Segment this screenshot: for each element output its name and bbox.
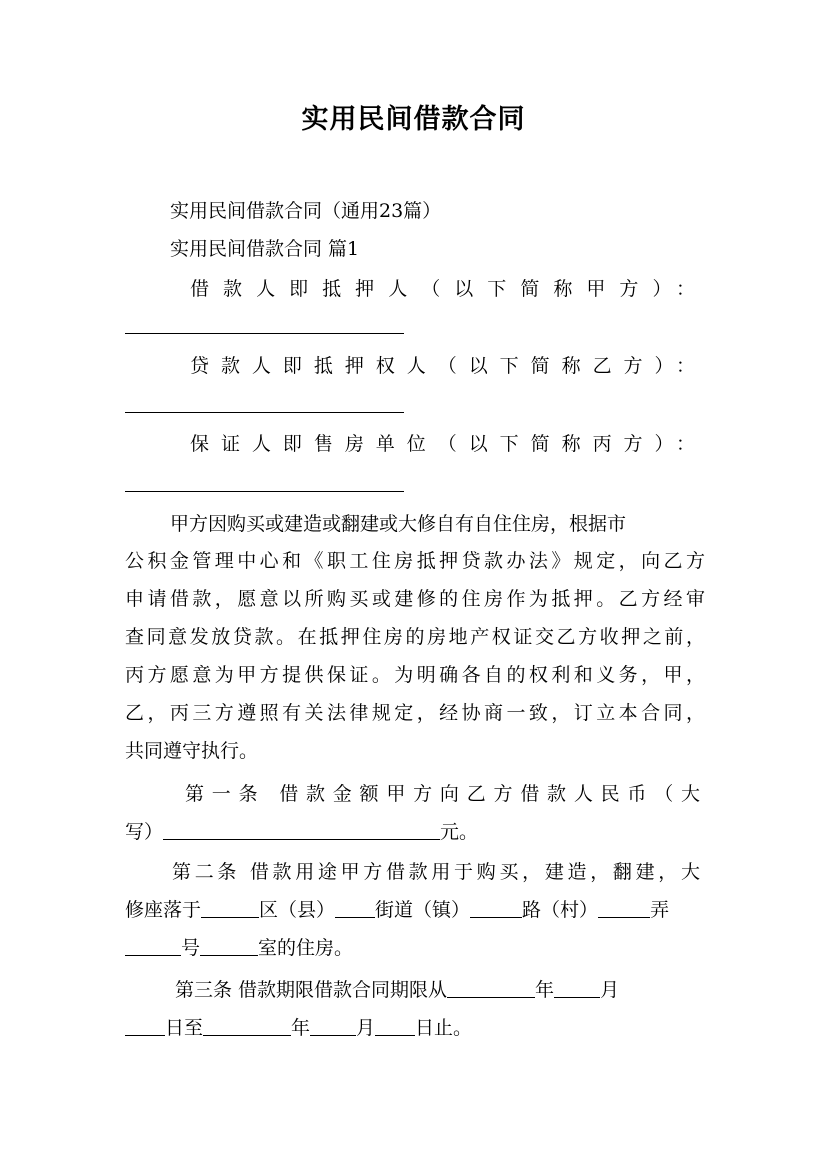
party-c-blank — [125, 491, 404, 492]
article1-write-label: 写） — [125, 821, 164, 843]
end-day-label: 日止。 — [415, 1017, 473, 1039]
article1-line1: 第一条 借款金额甲方向乙方借款人民币（大 — [185, 783, 700, 805]
intro-line-5: 丙方愿意为甲方提供保证。为明确各自的权利和义务，甲， — [125, 664, 705, 686]
intro-line-6: 乙，丙三方遵照有关法律规定，经协商一致，订立本合同， — [125, 702, 705, 724]
start-month-label: 月 — [600, 979, 620, 1001]
district-blank — [201, 899, 259, 918]
start-day-blank — [125, 1017, 165, 1036]
end-year-label: 年 — [291, 1017, 311, 1039]
end-year-blank — [203, 1017, 291, 1036]
amount-blank — [163, 821, 440, 840]
article1-yuan: 元。 — [440, 821, 479, 843]
start-month-blank — [554, 979, 600, 998]
street-blank — [335, 899, 375, 918]
road-blank — [470, 899, 522, 918]
article2-line2 — [125, 897, 705, 923]
intro-line-1: 甲方因购买或建造或翻建或大修自有自住住房，根据市 — [170, 513, 627, 535]
street-label: 街道（镇） — [375, 899, 471, 921]
road-label: 路（村） — [522, 899, 599, 921]
subtitle-general: 实用民间借款合同（通用23篇） — [170, 200, 442, 222]
number-blank — [125, 937, 181, 956]
end-day-blank — [375, 1017, 415, 1036]
start-year-label: 年 — [535, 979, 555, 1001]
district-label: 区（县） — [259, 899, 336, 921]
article2-line1: 第二条 借款用途甲方借款用于购买，建造，翻建，大 — [172, 861, 700, 883]
number-label: 号 — [181, 937, 201, 959]
subtitle-part1: 实用民间借款合同 篇1 — [170, 238, 360, 260]
room-blank — [200, 937, 258, 956]
party-b-blank — [125, 412, 404, 413]
article1-line2 — [125, 819, 705, 845]
article3-term-label: 第三条 借款期限借款合同期限从 — [175, 979, 448, 1001]
intro-line-7: 共同遵守执行。 — [125, 740, 259, 762]
party-a-blank — [125, 333, 404, 334]
party-c-label: 保证人即售房单位（以下简称丙方）： — [190, 433, 695, 455]
party-b-label: 贷款人即抵押权人（以下简称乙方）： — [190, 355, 695, 377]
article3-line2 — [125, 1015, 705, 1041]
lane-label: 弄 — [650, 899, 670, 921]
end-month-label: 月 — [356, 1017, 376, 1039]
start-day-label: 日至 — [165, 1017, 204, 1039]
start-year-blank — [447, 979, 535, 998]
article2-line3 — [125, 935, 705, 961]
end-month-blank — [310, 1017, 356, 1036]
article3-line1 — [175, 977, 755, 1003]
document-title: 实用民间借款合同 — [301, 104, 526, 135]
party-a-label: 借款人即抵押人（以下简称甲方）： — [190, 278, 695, 300]
intro-line-2: 公积金管理中心和《职工住房抵押贷款办法》规定，向乙方 — [125, 550, 705, 572]
lane-blank — [598, 899, 650, 918]
intro-line-3: 申请借款，愿意以所购买或建修的住房作为抵押。乙方经审 — [125, 588, 705, 610]
intro-line-4: 查同意发放贷款。在抵押住房的房地产权证交乙方收押之前， — [125, 626, 705, 648]
article2-location-label: 修座落于 — [125, 899, 202, 921]
room-label: 室的住房。 — [258, 937, 354, 959]
